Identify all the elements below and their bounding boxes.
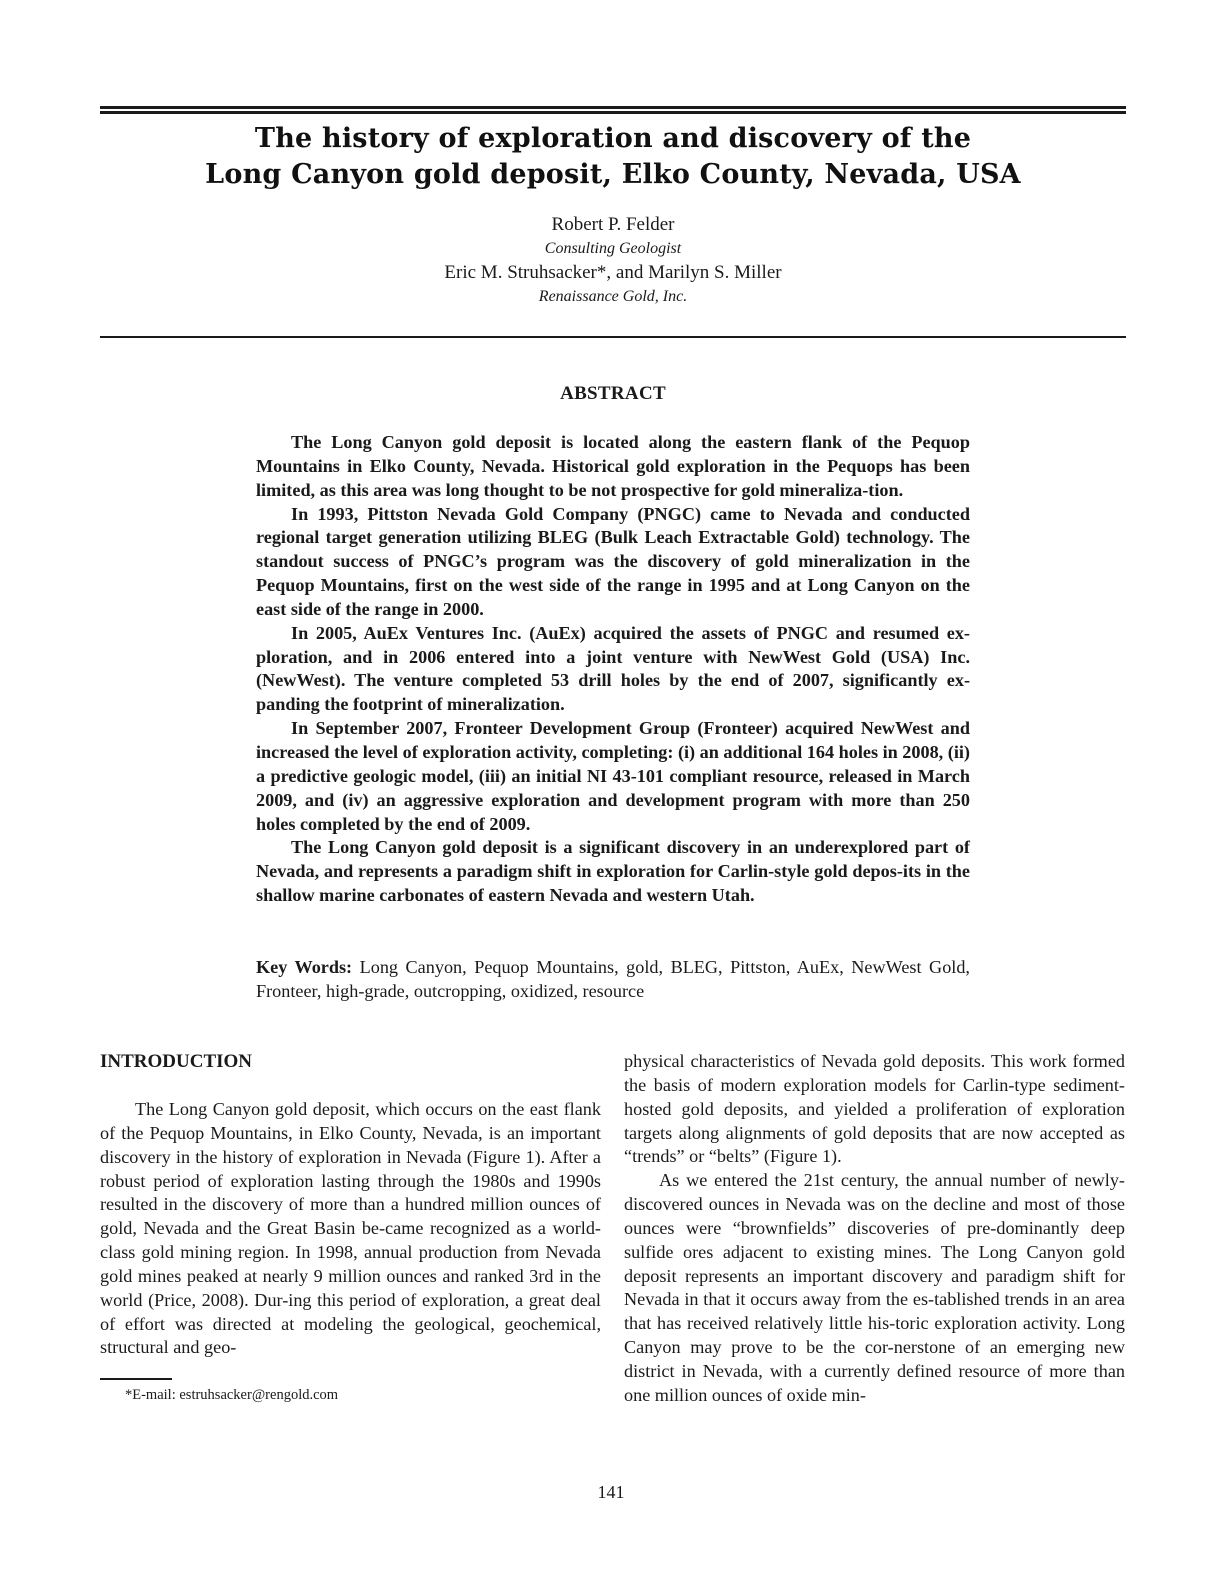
page-number: 141 — [597, 1482, 625, 1502]
introduction-heading: INTRODUCTION — [100, 1051, 253, 1072]
top-double-rule-lower — [100, 111, 1126, 114]
top-double-rule-upper — [100, 106, 1126, 109]
paper-title — [100, 121, 1126, 193]
body-paragraph: As we entered the 21st century, the annual number of newly-discovered ounces in Nevada was on the decline and most of those ounces were “brownfields” discoveries of pre-dominantly deep sulfide ores adjacent to existing mines. The Long Canyon gold deposit represents an important discovery and paradigm shift for Nevada in that it occurs away from the es-tablished trends in an area that has received relatively little his-toric exploration activity. Long Canyon may prove to be the cor-nerstone of an emerging new district in Nevada, with a currently defined resource of more than one million ounces of oxide min- — [624, 1170, 1125, 1405]
right-column — [624, 1050, 1125, 1408]
abstract-body — [256, 431, 970, 908]
left-column — [100, 1050, 601, 1360]
abstract-heading: ABSTRACT — [560, 383, 666, 404]
author-affiliation-2: Renaissance Gold, Inc. — [538, 288, 688, 305]
abstract-paragraph: In September 2007, Fronteer Development Group (Fronteer) acquired NewWest and increased the level of exploration activity, completing: (i) an additional 164 holes in 2008, (ii) a predictive geologic model, (iii) an initial NI 43-101 compliant resource, released in March 2009, and (iv) an aggressive exploration and development program with more than 250 holes completed by the end of 2009. — [256, 718, 970, 834]
author-block — [100, 213, 1126, 309]
abstract-paragraph: In 1993, Pittston Nevada Gold Company (PNGC) came to Nevada and conducted regional target generation utilizing BLEG (Bulk Leach Extractable Gold) technology. The standout success of PNGC’s program was the discovery of gold mineralization in the Pequop Mountains, first on the west side of the range in 1995 and at Long Canyon on the east side of the range in 2000. — [256, 503, 970, 619]
keywords — [256, 955, 970, 1003]
keywords-text: Long Canyon, Pequop Mountains, gold, BLEG, Pittston, AuEx, NewWest Gold, Fronteer, high-grade, outcropping, oxidized, resource — [256, 957, 970, 1001]
title-line-1: The history of exploration and discovery of the — [254, 123, 972, 154]
abstract-paragraph: In 2005, AuEx Ventures Inc. (AuEx) acquired the assets of PNGC and resumed ex-ploration, and in 2006 entered into a joint venture with NewWest Gold (USA) Inc. (NewWest). The venture completed 53 drill holes by the end of 2007, significantly ex-panding the footprint of mineralization. — [256, 622, 970, 715]
author-name-2: Eric M. Struhsacker*, and Marilyn S. Miller — [444, 262, 782, 283]
body-paragraph: The Long Canyon gold deposit, which occurs on the east flank of the Pequop Mountains, in Elko County, Nevada, is an important discovery in the history of exploration in Nevada (Figure 1). After a robust period of exploration lasting through the 1980s and 1990s resulted in the discovery of more than a hundred million ounces of gold, Nevada and the Great Basin be-came recognized as a world-class gold mining region. In 1998, annual production from Nevada gold mines peaked at nearly 9 million ounces and ranked 3rd in the world (Price, 2008). Dur-ing this period of exploration, a great deal of effort was directed at modeling the geological, geochemical, structural and geo- — [100, 1099, 601, 1358]
header-divider — [100, 336, 1126, 338]
abstract-paragraph: The Long Canyon gold deposit is a significant discovery in an underexplored part of Nevada, and represents a paradigm shift in exploration for Carlin-style gold depos-its in the shallow marine carbonates of eastern Nevada and western Utah. — [256, 837, 970, 906]
keywords-label: Key Words: — [256, 957, 353, 977]
footnote-rule — [100, 1378, 172, 1380]
abstract-paragraph: The Long Canyon gold deposit is located along the eastern flank of the Pequop Mountains in Elko County, Nevada. Historical gold exploration in the Pequops has been limited, as this area was long thought to be not prospective for gold mineraliza-tion. — [256, 432, 970, 500]
footnote-email: *E-mail: estruhsacker@rengold.com — [125, 1387, 339, 1403]
body-paragraph: physical characteristics of Nevada gold deposits. This work formed the basis of modern exploration models for Carlin-type sediment-hosted gold deposits, and yielded a proliferation of exploration targets along alignments of gold deposits that are now accepted as “trends” or “belts” (Figure 1). — [624, 1051, 1125, 1167]
author-affiliation-1: Consulting Geologist — [544, 240, 682, 257]
author-name-1: Robert P. Felder — [551, 214, 675, 235]
title-line-2: Long Canyon gold deposit, Elko County, Nevada, USA — [205, 159, 1021, 190]
